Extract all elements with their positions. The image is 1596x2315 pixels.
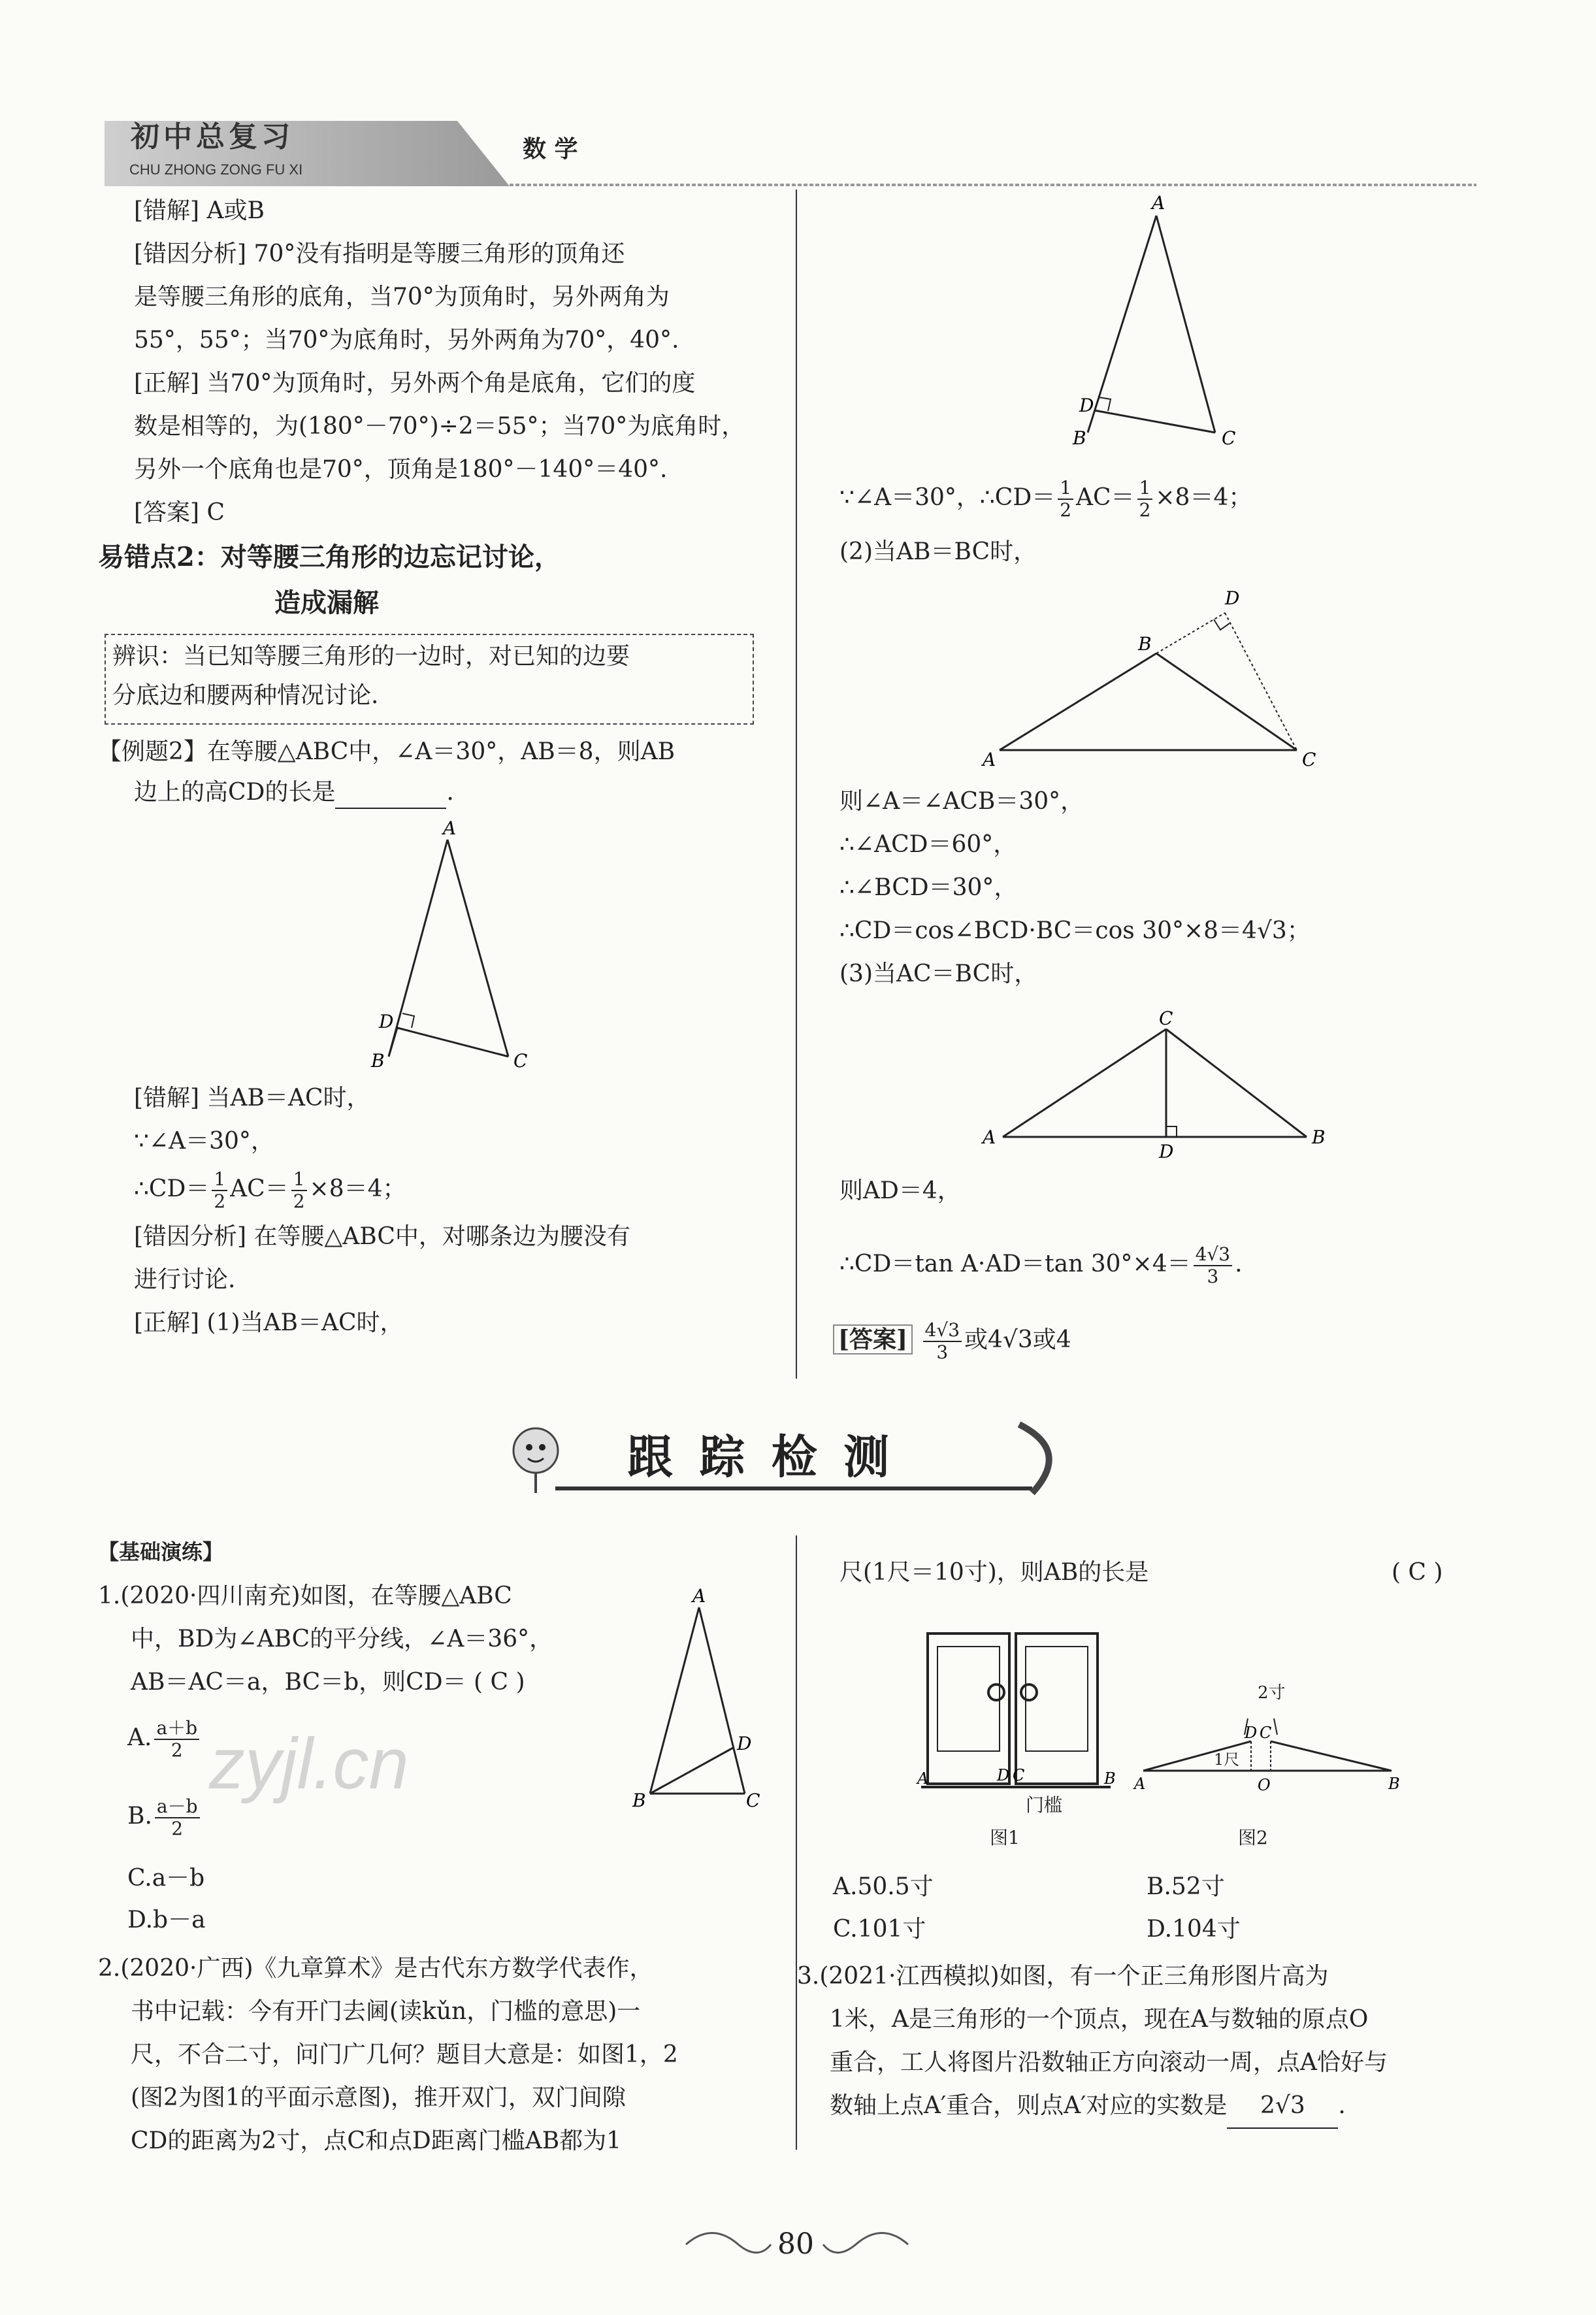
watermark: zyjl.cn	[209, 1724, 409, 1804]
fraction-half-2	[291, 1169, 307, 1212]
q1-option-a	[127, 1712, 202, 1764]
fig2-two-cun: 2寸	[1258, 1683, 1286, 1703]
note-line-2: 分底边和腰两种情况讨论.	[112, 682, 379, 709]
case1-text-a: ∵∠A＝30°，∴CD＝	[839, 484, 1056, 511]
q1-line3: AB＝AC＝a，BC＝b，则CD＝ ( C )	[131, 1669, 525, 1696]
case2-line3: ∴∠BCD＝30°，	[839, 874, 1018, 901]
frac-den: 2	[1139, 499, 1151, 521]
case3-line2	[839, 1238, 1243, 1290]
note-box	[105, 634, 754, 725]
svg-text:C: C	[1013, 1766, 1025, 1784]
svg-text:D: D	[1079, 395, 1094, 416]
case2-line2: ∴∠ACD＝60°，	[839, 831, 1017, 858]
q3-answer: 2√3	[1227, 2084, 1338, 2129]
right-answer-1-line1: [正解] 当70°为顶角时，另外两个角是底角，它们的度	[134, 370, 696, 397]
section-title: 跟 踪 检 测	[627, 1430, 895, 1484]
q3-end: .	[1338, 2092, 1346, 2119]
q2-figure-1-door	[908, 1607, 1124, 1830]
q2-line2: 书中记载：今有开门去阃(读kǔn，门槛的意思)一	[131, 1998, 641, 2025]
frac-den: 2	[214, 1190, 226, 1212]
svg-text:B: B	[1104, 1769, 1116, 1788]
answer-blank	[335, 778, 446, 809]
case2-line4: ∴CD＝cos∠BCD·BC＝cos 30°×8＝4√3；	[839, 917, 1311, 944]
q2-option-d: D.104寸	[1147, 1916, 1241, 1943]
answer-fraction	[923, 1320, 962, 1363]
q2-answer: ( C )	[1392, 1559, 1443, 1586]
question-3	[797, 1955, 1476, 2129]
fraction-half	[212, 1169, 227, 1212]
opt-label: B.	[127, 1803, 152, 1830]
section-banner	[497, 1411, 1084, 1503]
wrong-answer-1: [错解] A或B	[134, 197, 265, 224]
frac-num: a＋b	[154, 1718, 199, 1740]
wrong-solution-line2: ∵∠A＝30°，	[134, 1128, 274, 1155]
svg-text:O: O	[1258, 1776, 1271, 1794]
case1-line	[839, 472, 1252, 524]
period: .	[1235, 1251, 1243, 1277]
svg-text:C: C	[1222, 427, 1236, 449]
svg-text:C: C	[1159, 1008, 1173, 1029]
frac-num: 4√3	[1194, 1244, 1232, 1266]
svg-text:B: B	[632, 1790, 646, 1810]
frac-den: 2	[1060, 499, 1072, 521]
svg-text:B: B	[371, 1050, 385, 1072]
basic-practice-heading: 【基础演练】	[98, 1539, 224, 1564]
opt-label: A.	[127, 1724, 152, 1751]
case2-title: (2)当AB＝BC时，	[839, 538, 1037, 565]
frac-den: 3	[1207, 1266, 1219, 1287]
final-answer	[833, 1313, 1071, 1366]
left-top-column	[134, 189, 781, 534]
fraction-4sqrt3-over-3	[1194, 1244, 1232, 1287]
fraction-half-3	[1058, 478, 1073, 521]
q1-option-c: C.a－b	[127, 1865, 205, 1892]
svg-text:D: D	[737, 1733, 752, 1754]
q2-line5: CD的距离为2寸，点C和点D距离门槛AB都为1	[131, 2127, 622, 2154]
example-2-end: .	[446, 779, 454, 806]
wrong-solution-line3	[134, 1163, 781, 1215]
frac-den: 2	[293, 1190, 305, 1212]
svg-text:C: C	[1260, 1724, 1272, 1742]
svg-text:B: B	[1312, 1126, 1326, 1148]
answer-1: [答案] C	[134, 499, 225, 526]
ac-equals: AC＝	[230, 1175, 289, 1202]
svg-text:C: C	[1302, 749, 1316, 770]
svg-text:B: B	[1388, 1775, 1400, 1793]
q2-line1: 2.(2020·广西)《九章算术》是古代东方数学代表作，	[98, 1955, 653, 1982]
left-bottom-solution	[134, 1077, 781, 1345]
q3-line2: 1米，A是三角形的一个顶点，现在A与数轴的原点O	[830, 2006, 1369, 2033]
question-2-left	[98, 1947, 784, 2163]
frac-num: a－b	[155, 1796, 200, 1818]
case3-line1: 则AD＝4，	[839, 1177, 961, 1204]
page-header	[91, 108, 1476, 193]
case2-line1: 则∠A＝∠ACB＝30°，	[839, 788, 1084, 815]
wrong-solution-line1: [错解] 当AB＝AC时，	[134, 1085, 370, 1111]
svg-text:A: A	[983, 749, 996, 770]
opt-a-frac	[154, 1718, 199, 1761]
fraction-half-4	[1137, 478, 1153, 521]
right-case2-solution	[839, 780, 1486, 996]
wrong-cause-1-line1: [错因分析] 70°没有指明是等腰三角形的顶角还	[134, 240, 625, 267]
wrong-cause-2-line2: 进行讨论.	[134, 1266, 236, 1293]
case3-text: ∴CD＝tan A·AD＝tan 30°×4＝	[839, 1251, 1191, 1277]
svg-text:A: A	[1134, 1775, 1146, 1793]
fig2-caption: 图2	[1238, 1827, 1268, 1848]
header-title: 初中总复习	[131, 120, 294, 154]
answer-rest: 或4√3或4	[964, 1326, 1071, 1353]
q3-line4	[797, 2084, 1476, 2129]
column-divider-top	[796, 189, 797, 1379]
header-pinyin: CHU ZHONG ZONG FU XI	[129, 161, 303, 178]
wrong-cause-2-line1: [错因分析] 在等腰△ABC中，对哪条边为腰没有	[134, 1223, 630, 1250]
q2-line4: (图2为图1的平面示意图)，推开双门，双门间隙	[131, 2084, 626, 2111]
triangle-figure-right-2	[973, 582, 1339, 778]
q3-line1: 3.(2021·江西模拟)如图，有一个正三角形图片高为	[797, 1963, 1329, 1990]
opt-b-frac	[155, 1796, 200, 1839]
frac-num: 4√3	[923, 1320, 962, 1342]
svg-text:B: B	[1138, 633, 1152, 655]
frac-den: 3	[936, 1341, 949, 1363]
q2-option-c: C.101寸	[833, 1916, 926, 1943]
svg-text:A: A	[692, 1588, 706, 1607]
right-solution-line1: [正解] (1)当AB＝AC时，	[134, 1309, 404, 1336]
q1-line1: 1.(2020·四川南充)如图，在等腰△ABC	[98, 1583, 512, 1609]
frac-num: 1	[212, 1169, 227, 1191]
svg-text:C: C	[746, 1790, 760, 1810]
question-1	[98, 1575, 686, 1704]
times-8: ×8＝4；	[309, 1175, 406, 1202]
svg-text:A: A	[443, 820, 457, 839]
q2-option-a: A.50.5寸	[833, 1873, 934, 1900]
svg-text:A: A	[917, 1769, 929, 1788]
error-point-title-1: 易错点2：对等腰三角形的边忘记讨论，	[98, 542, 561, 572]
q2-line3: 尺，不合二寸，问门广几何？题目大意是：如图1，2	[131, 2041, 678, 2068]
frac-den: 2	[171, 1818, 184, 1839]
triangle-figure-right-1	[1065, 189, 1261, 464]
frac-num: 1	[1058, 478, 1073, 500]
q2-option-b: B.52寸	[1147, 1873, 1225, 1900]
cd-equals: ∴CD＝	[134, 1175, 210, 1202]
svg-text:D: D	[1225, 587, 1240, 609]
example-2-line1: 【例题2】在等腰△ABC中，∠A＝30°，AB＝8，则AB	[98, 738, 676, 765]
q3-text: 数轴上点A′重合，则点A′对应的实数是	[830, 2092, 1228, 2119]
note-line-1: 辨识：当已知等腰三角形的一边时，对已知的边要	[112, 643, 630, 670]
q1-option-b	[127, 1790, 203, 1843]
header-subject: 数 学	[523, 135, 578, 163]
frac-num: 1	[291, 1169, 307, 1191]
svg-text:D: D	[1245, 1724, 1258, 1742]
page-number: 80	[777, 2227, 814, 2261]
right-answer-1-line2: 数是相等的，为(180°－70°)÷2＝55°；当70°为底角时，	[134, 413, 745, 440]
case1-text-c: ×8＝4；	[1155, 484, 1252, 511]
svg-text:D: D	[1159, 1141, 1174, 1162]
right-answer-1-line3: 另外一个底角也是70°，顶角是180°－140°＝40°.	[134, 456, 668, 483]
triangle-figure-left	[366, 820, 536, 1081]
svg-text:D: D	[379, 1011, 394, 1032]
case3-title: (3)当AC＝BC时，	[839, 960, 1038, 987]
q1-triangle-figure	[627, 1588, 777, 1810]
wrong-cause-1-line3: 55°，55°；当70°为底角时，另外两角为70°，40°.	[134, 327, 679, 353]
example-2-line2	[134, 778, 454, 809]
fig1-caption: 图1	[990, 1827, 1020, 1848]
case1-text-b: AC＝	[1076, 484, 1135, 511]
triangle-figure-right-3	[973, 1006, 1339, 1176]
fig2-one-chi: 1尺	[1214, 1750, 1240, 1769]
svg-text:D: D	[997, 1766, 1010, 1784]
svg-text:A: A	[983, 1126, 996, 1148]
answer-label: [答案]	[833, 1324, 913, 1355]
svg-text:C: C	[513, 1050, 528, 1072]
q1-line2: 中，BD为∠ABC的平分线，∠A＝36°，	[131, 1626, 553, 1652]
wrong-cause-1-line2: 是等腰三角形的底角，当70°为顶角时，另外两角为	[134, 284, 670, 310]
example-2-text: 边上的高CD的长是	[134, 779, 336, 806]
svg-text:B: B	[1073, 427, 1086, 449]
fig1-threshold-label: 门槛	[1026, 1794, 1063, 1816]
frac-den: 2	[171, 1739, 183, 1761]
q2-line6: 尺(1尺＝10寸)，则AB的长是	[839, 1559, 1149, 1586]
frac-num: 1	[1137, 478, 1153, 500]
error-point-title-2: 造成漏解	[274, 587, 379, 618]
svg-text:A: A	[1152, 192, 1165, 214]
q3-line3: 重合，工人将图片沿数轴正方向滚动一周，点A恰好与	[830, 2049, 1388, 2076]
q1-option-d: D.b－a	[127, 1907, 206, 1933]
